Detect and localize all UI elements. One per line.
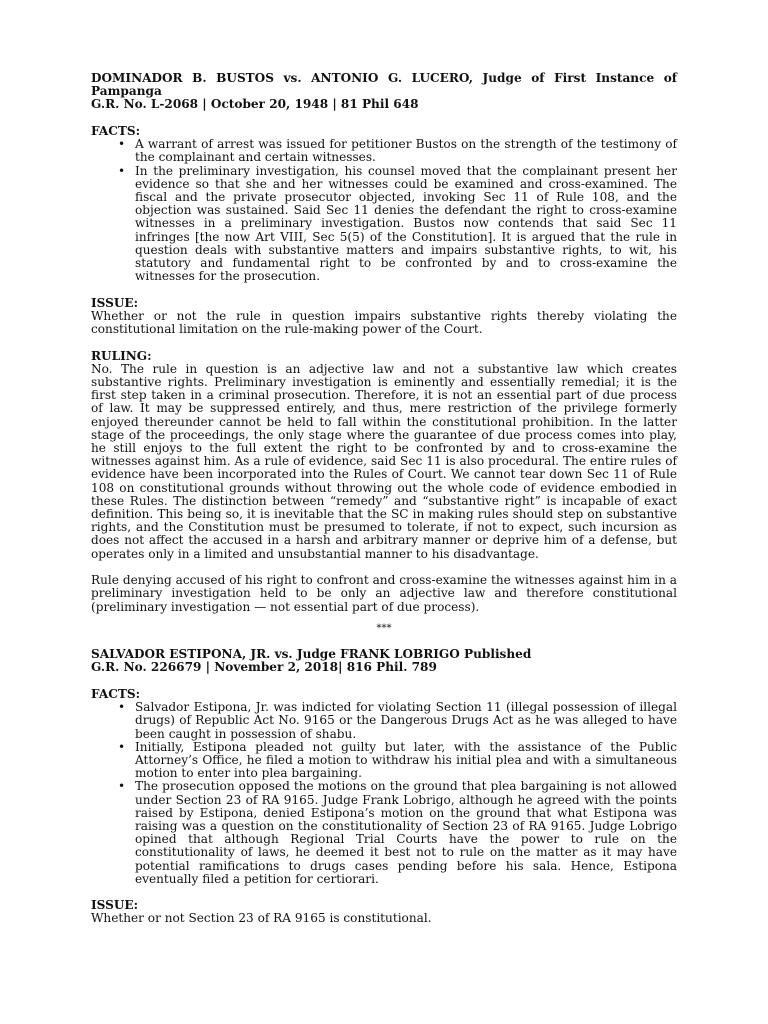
- list-item: [118, 741, 677, 781]
- fact-text: A warrant of arrest was issued for petitioner Bustos on the strength of the testimony of the complainant and certain witnesses.: [135, 137, 677, 165]
- bullet-icon: •: [118, 739, 126, 754]
- case1-citation: G.R. No. L-2068 | October 20, 1948 | 81 Phil 648: [91, 97, 419, 112]
- section-separator: ***: [376, 622, 392, 634]
- list-item: [118, 701, 677, 741]
- case1-facts-list: [91, 138, 677, 283]
- case1-summary: Rule denying accused of his right to confront and cross-examine the witnesses against him in a preliminary investigation held to be only an adjective law and therefore constitutional (preliminary investigation — not essential part of due process).: [91, 573, 677, 614]
- case2-title: SALVADOR ESTIPONA, JR. vs. Judge FRANK LOBRIGO Published: [91, 647, 532, 662]
- case2-facts-list: [91, 701, 677, 886]
- case2-issue-heading: ISSUE:: [91, 898, 139, 913]
- bullet-icon: •: [118, 163, 126, 178]
- fact-text: Salvador Estipona, Jr. was indicted for violating Section 11 (illegal possession of illegal drugs) of Republic Act No. 9165 or the Dangerous Drugs Act as he was alleged to have been caught in possession of shabu.: [135, 700, 677, 741]
- fact-text: Initially, Estipona pleaded not guilty but later, with the assistance of the Public Attorney’s Office, he filed a motion to withdraw his initial plea and with a simultaneous motion to enter into plea bargaining.: [135, 739, 677, 781]
- case2-citation: G.R. No. 226679 | November 2, 2018| 816 Phil. 789: [91, 660, 437, 675]
- case1-issue-heading: ISSUE:: [91, 295, 139, 310]
- case1-title: DOMINADOR B. BUSTOS vs. ANTONIO G. LUCERO, Judge of First Instance of Pampanga: [91, 71, 677, 99]
- fact-text: In the preliminary investigation, his counsel moved that the complainant present her evidence so that she and her witnesses could be examined and cross-examined. The fiscal and the private prosecutor objected, invoking Sec 11 of Rule 108, and the objection was sustained. Said Sec 11 denies the defendant the right to cross-examine witnesses in a preliminary investigation. Bustos now contends that said Sec 11 infringes [the now Art VIII, Sec 5(5) of the Constitution]. It is argued that the rule in question deals with substantive matters and impairs substantive rights, to wit, his statutory and fundamental right to be confronted by and to cross-examine the witnesses for the prosecution.: [135, 163, 677, 284]
- fact-text: The prosecution opposed the motions on the ground that plea bargaining is not allowed under Section 23 of RA 9165. Judge Frank Lobrigo, although he agreed with the points raised by Estipona, denied Estipona’s motion on the ground that what Estipona was raising was a question on the constitutionality of Section 23 of RA 9165. Judge Lobrigo opined that although Regional Trial Courts have the power to rule on the constitutionality of laws, he deemed it best not to rule on the matter as it may have potential ramifications to drugs cases pending before his sala. Hence, Estipona eventually filed a petition for certiorari.: [135, 779, 677, 886]
- list-item: [118, 780, 677, 886]
- case1-issue-text: Whether or not the rule in question impairs substantive rights thereby violating the constitutional limitation on the rule-making power of the Court.: [91, 308, 677, 337]
- bullet-icon: •: [118, 700, 126, 715]
- list-item: [118, 138, 677, 164]
- case2-facts-heading: FACTS:: [91, 686, 141, 701]
- case1-ruling-heading: RULING:: [91, 348, 152, 363]
- case1-ruling-text: No. The rule in question is an adjective law and not a substantive law which creates substantive rights. Preliminary investigation is eminently and essentially remedial; it is the first step taken in a criminal prosecution. Therefore, it is not an essential part of due process of law. It may be suppressed entirely, and thus, mere restriction of the privilege formerly enjoyed thereunder cannot be held to fall within the constitutional prohibition. In the latter stage of the proceedings, the only stage where the guarantee of due process comes into play, he still enjoys to the full extent the right to be confronted by and to cross-examine the witnesses against him. As a rule of evidence, said Sec 11 is also procedural. The entire rules of evidence have been incorporated into the Rules of Court. We cannot tear down Sec 11 of Rule 108 on constitutional grounds without throwing out the whole code of evidence embodied in these Rules. The distinction between “remedy” and “substantive right” is incapable of exact definition. This being so, it is inevitable that the SC in making rules should step on substantive rights, and the Constitution must be presumed to tolerate, if not to expect, such incursion as does not affect the accused in a harsh and arbitrary manner or deprive him of a defense, but operates only in a limited and unsubstantial manner to his disadvantage.: [91, 361, 677, 561]
- bullet-icon: •: [118, 779, 126, 794]
- list-item: [118, 165, 677, 284]
- case2-issue-text: Whether or not Section 23 of RA 9165 is constitutional.: [91, 911, 432, 926]
- case1-facts-heading: FACTS:: [91, 123, 141, 138]
- document-body: [91, 72, 677, 926]
- bullet-icon: •: [118, 137, 126, 152]
